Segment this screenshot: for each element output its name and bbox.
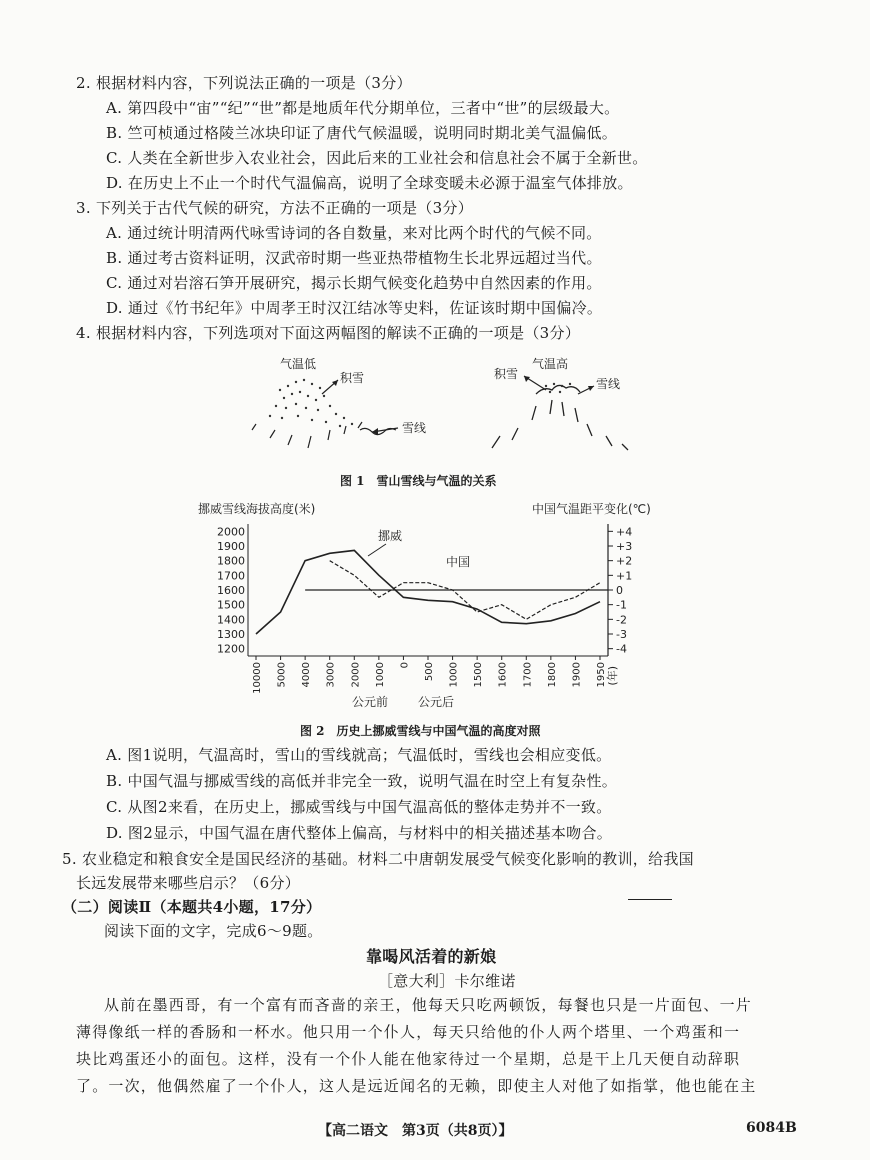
x-tick-label-11: 1700 [522,662,534,688]
q2-option-a: A. 第四段中“宙”“纪”“世”都是地质年代分期单位，三者中“世”的层级最大。 [106,99,620,117]
fig1-right-snow-label: 积雪 [494,367,519,381]
paper-code: 6084B [746,1120,797,1136]
q4-option-c: C. 从图2来看，在历史上，挪威雪线与中国气温高低的整体走势并不一致。 [106,798,612,816]
fig1-left-snowline-label: 雪线 [402,421,427,435]
fig2-era-bc: 公元前 [352,695,389,709]
q3-option-b: B. 通过考古资料证明，汉武帝时期一些亚热带植物生长北界远超过当代。 [106,249,602,267]
q2-option-b: B. 竺可桢通过格陵兰冰块印证了唐代气候温暖，说明同时期北美气温偏低。 [106,124,618,142]
q3-option-c: C. 通过对岩溶石笋开展研究，揭示长期气候变化趋势中自然因素的作用。 [106,274,602,292]
q4-stem: 4. 根据材料内容，下列选项对下面这两幅图的解读不正确的一项是（3分） [76,324,581,342]
x-tick-label-9: 1500 [473,662,485,688]
x-tick-label-6: 0 [399,662,411,669]
x-tick-label-3: 3000 [325,662,337,688]
right-tick-label-6: -2 [616,613,627,627]
right-tick-label-1: +3 [616,540,633,553]
answer-rule [628,899,672,900]
x-tick-label-12: 1800 [546,662,558,688]
fig1-right-label: 气温高 [532,357,569,371]
q3-option-a: A. 通过统计明清两代咏雪诗词的各自数量，来对比两个时代的气候不同。 [106,224,602,242]
x-tick-label-5: 1000 [374,662,386,688]
left-tick-label-0: 2000 [217,525,245,539]
left-tick-label-8: 1200 [217,642,245,656]
left-tick-label-2: 1800 [217,554,245,568]
x-tick-label-10: 1600 [497,662,509,688]
fig2-series-norway-label: 挪威 [378,529,403,543]
x-tick-label-14: 1950 [596,662,607,688]
right-tick-label-4: 0 [616,584,623,597]
right-tick-label-7: -3 [616,628,627,641]
left-tick-label-4: 1600 [217,584,245,597]
fig2-era-ad: 公元后 [418,695,455,709]
x-tick-label-1: 5000 [276,662,288,688]
q4-option-d: D. 图2显示，中国气温在唐代整体上偏高，与材料中的相关描述基本吻合。 [106,824,613,842]
series-line-norway [256,550,600,634]
story-author: ［意大利］卡尔维诺 [378,972,516,990]
right-tick-label-0: +4 [616,525,633,539]
left-tick-label-1: 1900 [217,540,245,553]
q3-option-d: D. 通过《竹书纪年》中周孝王时汉江结冰等史料，佐证该时期中国偏冷。 [106,299,603,317]
x-tick-label-13: 1900 [571,662,583,688]
q5-line-2: 长远发展带来哪些启示？（6分） [76,874,301,892]
x-tick-label-7: 500 [424,662,435,682]
x-tick-label-8: 1000 [448,662,460,688]
left-tick-label-7: 1300 [217,628,245,641]
left-tick-label-3: 1700 [217,569,245,583]
q4-option-a: A. 图1说明，气温高时，雪山的雪线就高；气温低时，雪线也会相应变低。 [106,746,612,764]
x-tick-label-2: 4000 [301,662,313,688]
right-tick-label-8: -4 [616,642,627,656]
cold-mountain [252,422,396,448]
section2-instruction: 阅读下面的文字，完成6～9题。 [104,922,323,940]
story-paragraph-line-1: 从前在墨西哥，有一个富有而吝啬的亲王，他每天只吃两顿饭，每餐也只是一片面包、一片 [104,996,753,1014]
story-paragraph-line-2: 薄得像纸一样的香肠和一杯水。他只用一个仆人，每天只给他的仆人两个塔里、一个鸡蛋和一 [76,1023,741,1041]
q2-option-c: C. 人类在全新世步入农业社会，因此后来的工业社会和信息社会不属于全新世。 [106,149,648,167]
x-tick-label-4: 2000 [350,662,362,688]
fig1-right-snowline-label: 雪线 [596,377,621,391]
story-paragraph-line-3: 块比鸡蛋还小的面包。这样，没有一个仆人能在他家待过一个星期，总是干上几天便自动辞职 [76,1050,741,1068]
story-paragraph-line-4: 了。一次，他偶然雇了一个仆人，这人是远近闻名的无赖，即使主人对他了如指掌，他也能在主 [76,1077,757,1095]
fig2-norway-label-leader [368,544,386,556]
fig1-left-snow-label: 积雪 [340,371,365,385]
q2-option-d: D. 在历史上不止一个时代气温偏高，说明了全球变暖未必源于温室气体排放。 [106,174,633,192]
right-tick-label-2: +2 [616,554,633,568]
figure2-caption: 图 2 历史上挪威雪线与中国气温的高度对照 [300,724,541,738]
figure2-chart [190,496,690,714]
story-title: 靠喝风活着的新娘 [366,947,497,966]
section2-heading: （二）阅读Ⅱ（本题共4小题，17分） [62,898,322,916]
fig2-right-axis-title: 中国气温距平变化(℃) [532,502,651,516]
page-footer: 【高二语文 第3页（共8页）】 [318,1123,513,1139]
q3-stem: 3. 下列关于古代气候的研究，方法不正确的一项是（3分） [76,199,474,217]
right-tick-label-3: +1 [616,569,633,583]
fig2-series-china-label: 中国 [446,555,471,569]
q2-stem: 2. 根据材料内容，下列说法正确的一项是（3分） [76,74,412,92]
figure1-caption: 图 1 雪山雪线与气温的关系 [340,474,497,488]
left-tick-label-5: 1500 [217,598,245,612]
cold-snow-dots [269,379,353,427]
q5-line-1: 5. 农业稳定和粮食安全是国民经济的基础。材料二中唐朝发展受气候变化影响的教训，给我国 [62,850,694,868]
fig2-year-unit: (年) [606,666,619,686]
x-tick-label-0: 10000 [252,662,263,694]
right-tick-label-5: -1 [616,598,627,612]
fig2-left-axis-title: 挪威雪线海拔高度(米) [198,502,316,516]
left-tick-label-6: 1400 [217,613,245,627]
fig1-left-label: 气温低 [280,357,317,371]
q4-option-b: B. 中国气温与挪威雪线的高低并非完全一致，说明气温在时空上有复杂性。 [106,772,618,790]
figure1-diagram [240,350,640,465]
warm-mountain [492,385,628,450]
